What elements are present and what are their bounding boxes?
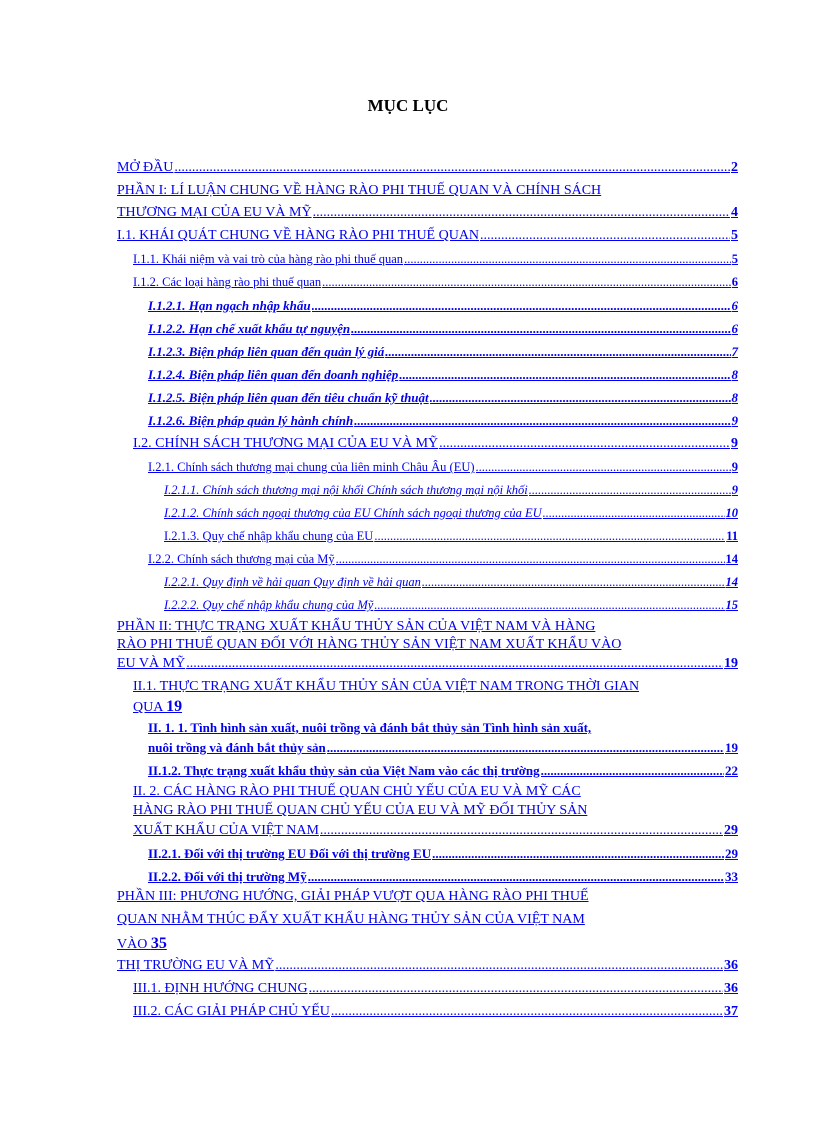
toc-entry-page: 2 [731,160,738,175]
toc-entry-line[interactable]: PHẦN III: PHƯƠNG HƯỚNG, GIẢI PHÁP VƯỢT QUA HÀNG RÀO PHI THUẾ [117,889,589,904]
toc-entry-label: MỞ ĐẦU [117,160,174,175]
toc-entry-page: 5 [731,252,738,266]
toc-entry[interactable] [148,553,738,566]
toc-entry[interactable] [133,437,738,452]
toc-entry-page: 15 [725,598,738,612]
toc-entry-label: THƯƠNG MẠI CỦA EU VÀ MỸ [117,205,312,220]
toc-entry-line[interactable] [117,935,167,953]
toc-entry-page: 14 [725,575,738,589]
toc-entry-label: EU VÀ MỸ [117,656,186,671]
toc-entry-line[interactable]: II. 2. CÁC HÀNG RÀO PHI THUẾ QUAN CHỦ YẾU CỦA EU VÀ MỸ CÁC [133,784,581,799]
toc-entry[interactable] [148,391,738,405]
toc-entry-label: I.1.1. Khái niệm và vai trò của hàng rào phi thuế quan [133,252,404,266]
toc-entry[interactable] [148,322,738,336]
toc-entry-label: I.2.2.2. Quy chế nhập khẩu chung của Mỹ [164,598,374,612]
toc-entry-page: 22 [725,763,738,778]
toc-entry-page: 9 [731,483,738,497]
toc-entry-page: 35 [150,935,167,952]
toc-entry[interactable] [148,368,738,382]
toc-entry-page: 29 [724,823,738,838]
toc-entry-page: 11 [726,529,738,543]
toc-entry-page: 36 [724,958,738,973]
toc-entry-label: I.2.2. Chính sách thương mại của Mỹ [148,552,335,566]
toc-entry-line[interactable]: PHẦN I: LÍ LUẬN CHUNG VỀ HÀNG RÀO PHI THUẾ QUAN VÀ CHÍNH SÁCH [117,183,602,198]
toc-entry-page: 6 [731,298,738,313]
toc-entry-page: 8 [731,367,738,382]
toc-entry[interactable] [148,847,738,861]
toc-entry-line[interactable]: HÀNG RÀO PHI THUẾ QUAN CHỦ YẾU CỦA EU VÀ MỸ ĐỐI THỦY SẢN [133,803,588,818]
toc-entry[interactable] [164,507,738,520]
toc-entry[interactable] [133,824,738,839]
toc-entry-line[interactable]: PHẦN II: THỰC TRẠNG XUẤT KHẨU THỦY SẢN CỦA VIỆT NAM VÀ HÀNG [117,619,596,634]
toc-entry[interactable] [117,161,738,176]
toc-entry-page: 19 [166,698,183,715]
toc-entry-label: I.1.2.5. Biện pháp liên quan đến tiêu chuẩn kỹ thuật [148,390,429,405]
toc-entry-label: III.2. CÁC GIẢI PHÁP CHỦ YẾU [133,1004,330,1019]
toc-entry-label: I.2.2.1. Quy định về hải quan Quy định về hải quan [164,575,421,589]
toc-entry[interactable] [117,959,738,974]
toc-entry-line[interactable]: QUAN NHẰM THÚC ĐẨY XUẤT KHẨU HÀNG THỦY SẢN CỦA VIỆT NAM [117,912,585,927]
toc-entry-label: II.2.1. Đối với thị trường EU Đối với thị trường EU [148,846,432,861]
toc-entry-label: I.1.2.2. Hạn chế xuất khẩu tự nguyện [148,321,351,336]
toc-entry-page: 19 [724,656,738,671]
toc-entry-line[interactable]: II. 1. 1. Tình hình sản xuất, nuôi trồng và đánh bắt thủy sản Tình hình sản xuất, [148,720,592,735]
toc-entry[interactable] [164,599,738,612]
toc-entry-page: 9 [731,460,738,474]
toc-entry-page: 37 [724,1004,738,1019]
toc-entry-label: VÀO [117,937,151,952]
toc-entry-page: 6 [731,321,738,336]
toc-entry-page: 9 [731,413,738,428]
toc-entry-page: 36 [724,981,738,996]
toc-entry-label: I.1.2.4. Biện pháp liên quan đến doanh nghiệp [148,367,399,382]
toc-entry-label: I.1. KHÁI QUÁT CHUNG VỀ HÀNG RÀO PHI THUẾ QUAN [117,228,480,243]
toc-entry-label: I.2.1.3. Quy chế nhập khẩu chung của EU [164,529,374,543]
toc-entry-line[interactable] [133,698,182,716]
toc-entry[interactable] [117,229,738,244]
toc-entry-page: 29 [725,846,738,861]
toc-entry-page: 8 [731,390,738,405]
toc-entry-label: I.1.2.3. Biện pháp liên quan đến quản lý giá [148,344,385,359]
toc-entry[interactable] [117,657,738,672]
toc-entry-label: I.1.2. Các loại hàng rào phi thuế quan [133,275,322,289]
toc-entry-label: I.1.2.6. Biện pháp quản lý hành chính [148,413,354,428]
toc-entry-label: I.1.2.1. Hạn ngạch nhập khẩu [148,298,311,313]
toc-entry-line[interactable]: RÀO PHI THUẾ QUAN ĐỐI VỚI HÀNG THỦY SẢN VIỆT NAM XUẤT KHẨU VÀO [117,637,622,652]
toc-entry-page: 5 [731,228,738,243]
toc-entry[interactable] [164,484,738,497]
toc-entry[interactable] [164,576,738,589]
toc-entry-label: I.2. CHÍNH SÁCH THƯƠNG MẠI CỦA EU VÀ MỸ [133,436,439,451]
toc-entry[interactable] [133,276,738,289]
toc-entry[interactable] [148,764,738,778]
toc-entry-label: I.2.1.2. Chính sách ngoại thương của EU Chính sách ngoại thương của EU [164,506,542,520]
toc-entry[interactable] [133,253,738,266]
toc-entry-label: nuôi trồng và đánh bắt thủy sản [148,740,326,755]
toc-entry-label: III.1. ĐỊNH HƯỚNG CHUNG [133,981,308,996]
toc-entry[interactable] [148,299,738,313]
toc-entry-label: XUẤT KHẨU CỦA VIỆT NAM [133,823,319,838]
toc-entry-page: 9 [731,436,738,451]
toc-entry[interactable] [148,741,738,755]
toc-entry-label: I.2.1.1. Chính sách thương mại nội khối Chính sách thương mại nội khối [164,483,528,497]
toc-entry-label: II.2.2. Đối với thị trường Mỹ [148,869,307,884]
page-title: MỤC LỤC [367,96,449,115]
toc-entry[interactable] [133,982,738,997]
toc-entry-page: 10 [725,506,738,520]
toc-entry[interactable] [117,206,738,221]
toc-entry-line[interactable]: II.1. THỰC TRẠNG XUẤT KHẨU THỦY SẢN CỦA VIỆT NAM TRONG THỜI GIAN [133,679,640,694]
toc-entry-page: 19 [725,740,738,755]
toc-entry[interactable] [148,345,738,359]
toc-entry-label: I.2.1. Chính sách thương mại chung của liên minh Châu Âu (EU) [148,460,475,474]
toc-entry-label: THỊ TRƯỜNG EU VÀ MỸ [117,958,275,973]
toc-entry[interactable] [148,870,738,884]
toc-entry-page: 6 [731,275,738,289]
toc-entry[interactable] [148,461,738,474]
toc-entry-label: QUA [133,700,167,715]
toc-entry[interactable] [164,530,738,543]
toc-entry[interactable] [148,414,738,428]
toc-entry-page: 7 [731,344,738,359]
toc-entry-label: II.1.2. Thực trạng xuất khẩu thủy sản của Việt Nam vào các thị trường [148,763,540,778]
toc-entry-page: 33 [725,869,738,884]
toc-entry[interactable] [133,1005,738,1020]
toc-entry-page: 4 [731,205,738,220]
toc-entry-page: 14 [725,552,738,566]
